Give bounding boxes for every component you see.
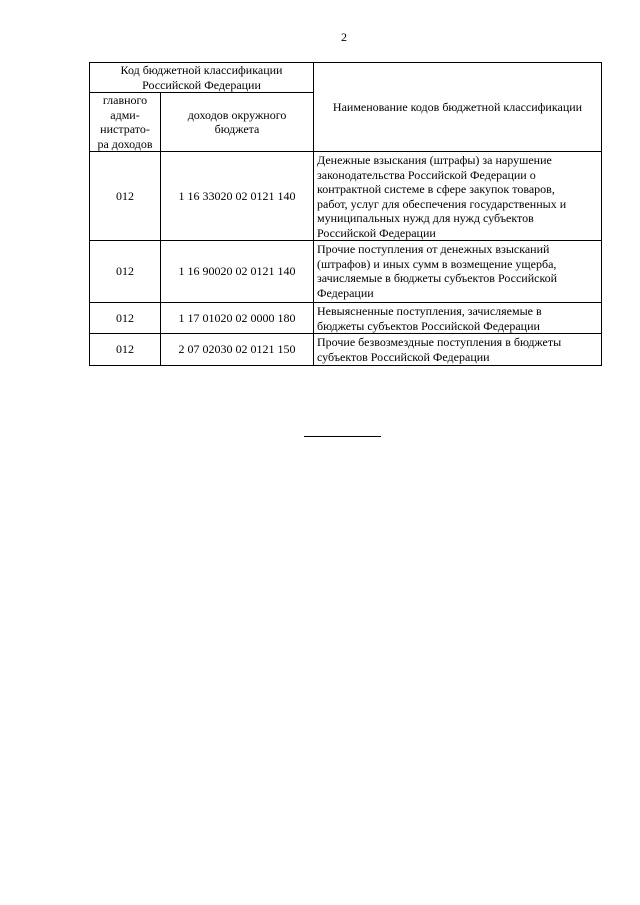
code-name-line: Денежные взыскания (штрафы) за нарушение	[317, 153, 552, 167]
header-income-cell	[161, 93, 314, 152]
code-name-cell	[314, 303, 602, 334]
code-name-line: Невыясненные поступления, зачисляемые в	[317, 304, 542, 318]
header-group-line: Российской Федерации	[142, 77, 261, 92]
income-code-cell: 2 07 02030 02 0121 150	[161, 334, 314, 366]
income-code-cell: 1 17 01020 02 0000 180	[161, 303, 314, 334]
code-name-line: бюджеты субъектов Российской Федерации	[317, 318, 540, 333]
table-row	[90, 334, 602, 366]
admin-code-cell: 012	[90, 303, 161, 334]
header-admin-line: главного	[102, 93, 148, 107]
page-number: 2	[341, 30, 347, 44]
income-code-cell: 1 16 33020 02 0121 140	[161, 152, 314, 241]
code-name-line: муниципальных нужд для нужд субъектов	[317, 211, 534, 225]
end-of-document-rule	[304, 436, 381, 437]
table-row	[90, 303, 602, 334]
header-admin-line: ра доходов	[97, 136, 153, 151]
code-name-line: (штрафов) и иных сумм в возмещение ущерба,	[317, 256, 557, 271]
header-admin-cell	[90, 93, 161, 152]
income-code-cell: 1 16 90020 02 0121 140	[161, 241, 314, 303]
budget-classification-table	[89, 62, 602, 366]
admin-code-cell: 012	[90, 334, 161, 366]
table-row	[90, 152, 602, 241]
header-name-cell	[314, 63, 602, 152]
header-name-label: Наименование кодов бюджетной классификации	[332, 99, 583, 114]
code-name-line: зачисляемые в бюджеты субъектов Российской	[317, 271, 558, 285]
code-name-cell	[314, 152, 602, 241]
code-name-line: Прочие безвозмездные поступления в бюджеты	[317, 335, 562, 349]
code-name-line: законодательства Российской Федерации о	[317, 167, 536, 182]
header-admin-line: адми-	[110, 107, 140, 122]
admin-code-cell: 012	[90, 152, 161, 241]
table-row	[90, 241, 602, 303]
code-name-cell	[314, 241, 602, 303]
code-name-line: Федерации	[317, 285, 374, 300]
code-name-line: работ, услуг для обеспечения государственных и	[317, 196, 567, 211]
admin-code-cell: 012	[90, 241, 161, 303]
code-name-line: Российской Федерации	[317, 225, 436, 240]
code-name-line: субъектов Российской Федерации	[317, 349, 490, 364]
header-group-cell	[90, 63, 314, 93]
code-name-cell	[314, 334, 602, 366]
header-group-line: Код бюджетной классификации	[120, 63, 283, 77]
code-name-line: контрактной системе в сфере закупок товаров,	[317, 182, 555, 196]
header-income-line: доходов окружного	[187, 107, 287, 122]
table-header-row	[90, 63, 602, 93]
header-income-line: бюджета	[214, 122, 260, 136]
code-name-line: Прочие поступления от денежных взысканий	[317, 242, 550, 256]
header-admin-line: нистрато-	[100, 122, 150, 136]
